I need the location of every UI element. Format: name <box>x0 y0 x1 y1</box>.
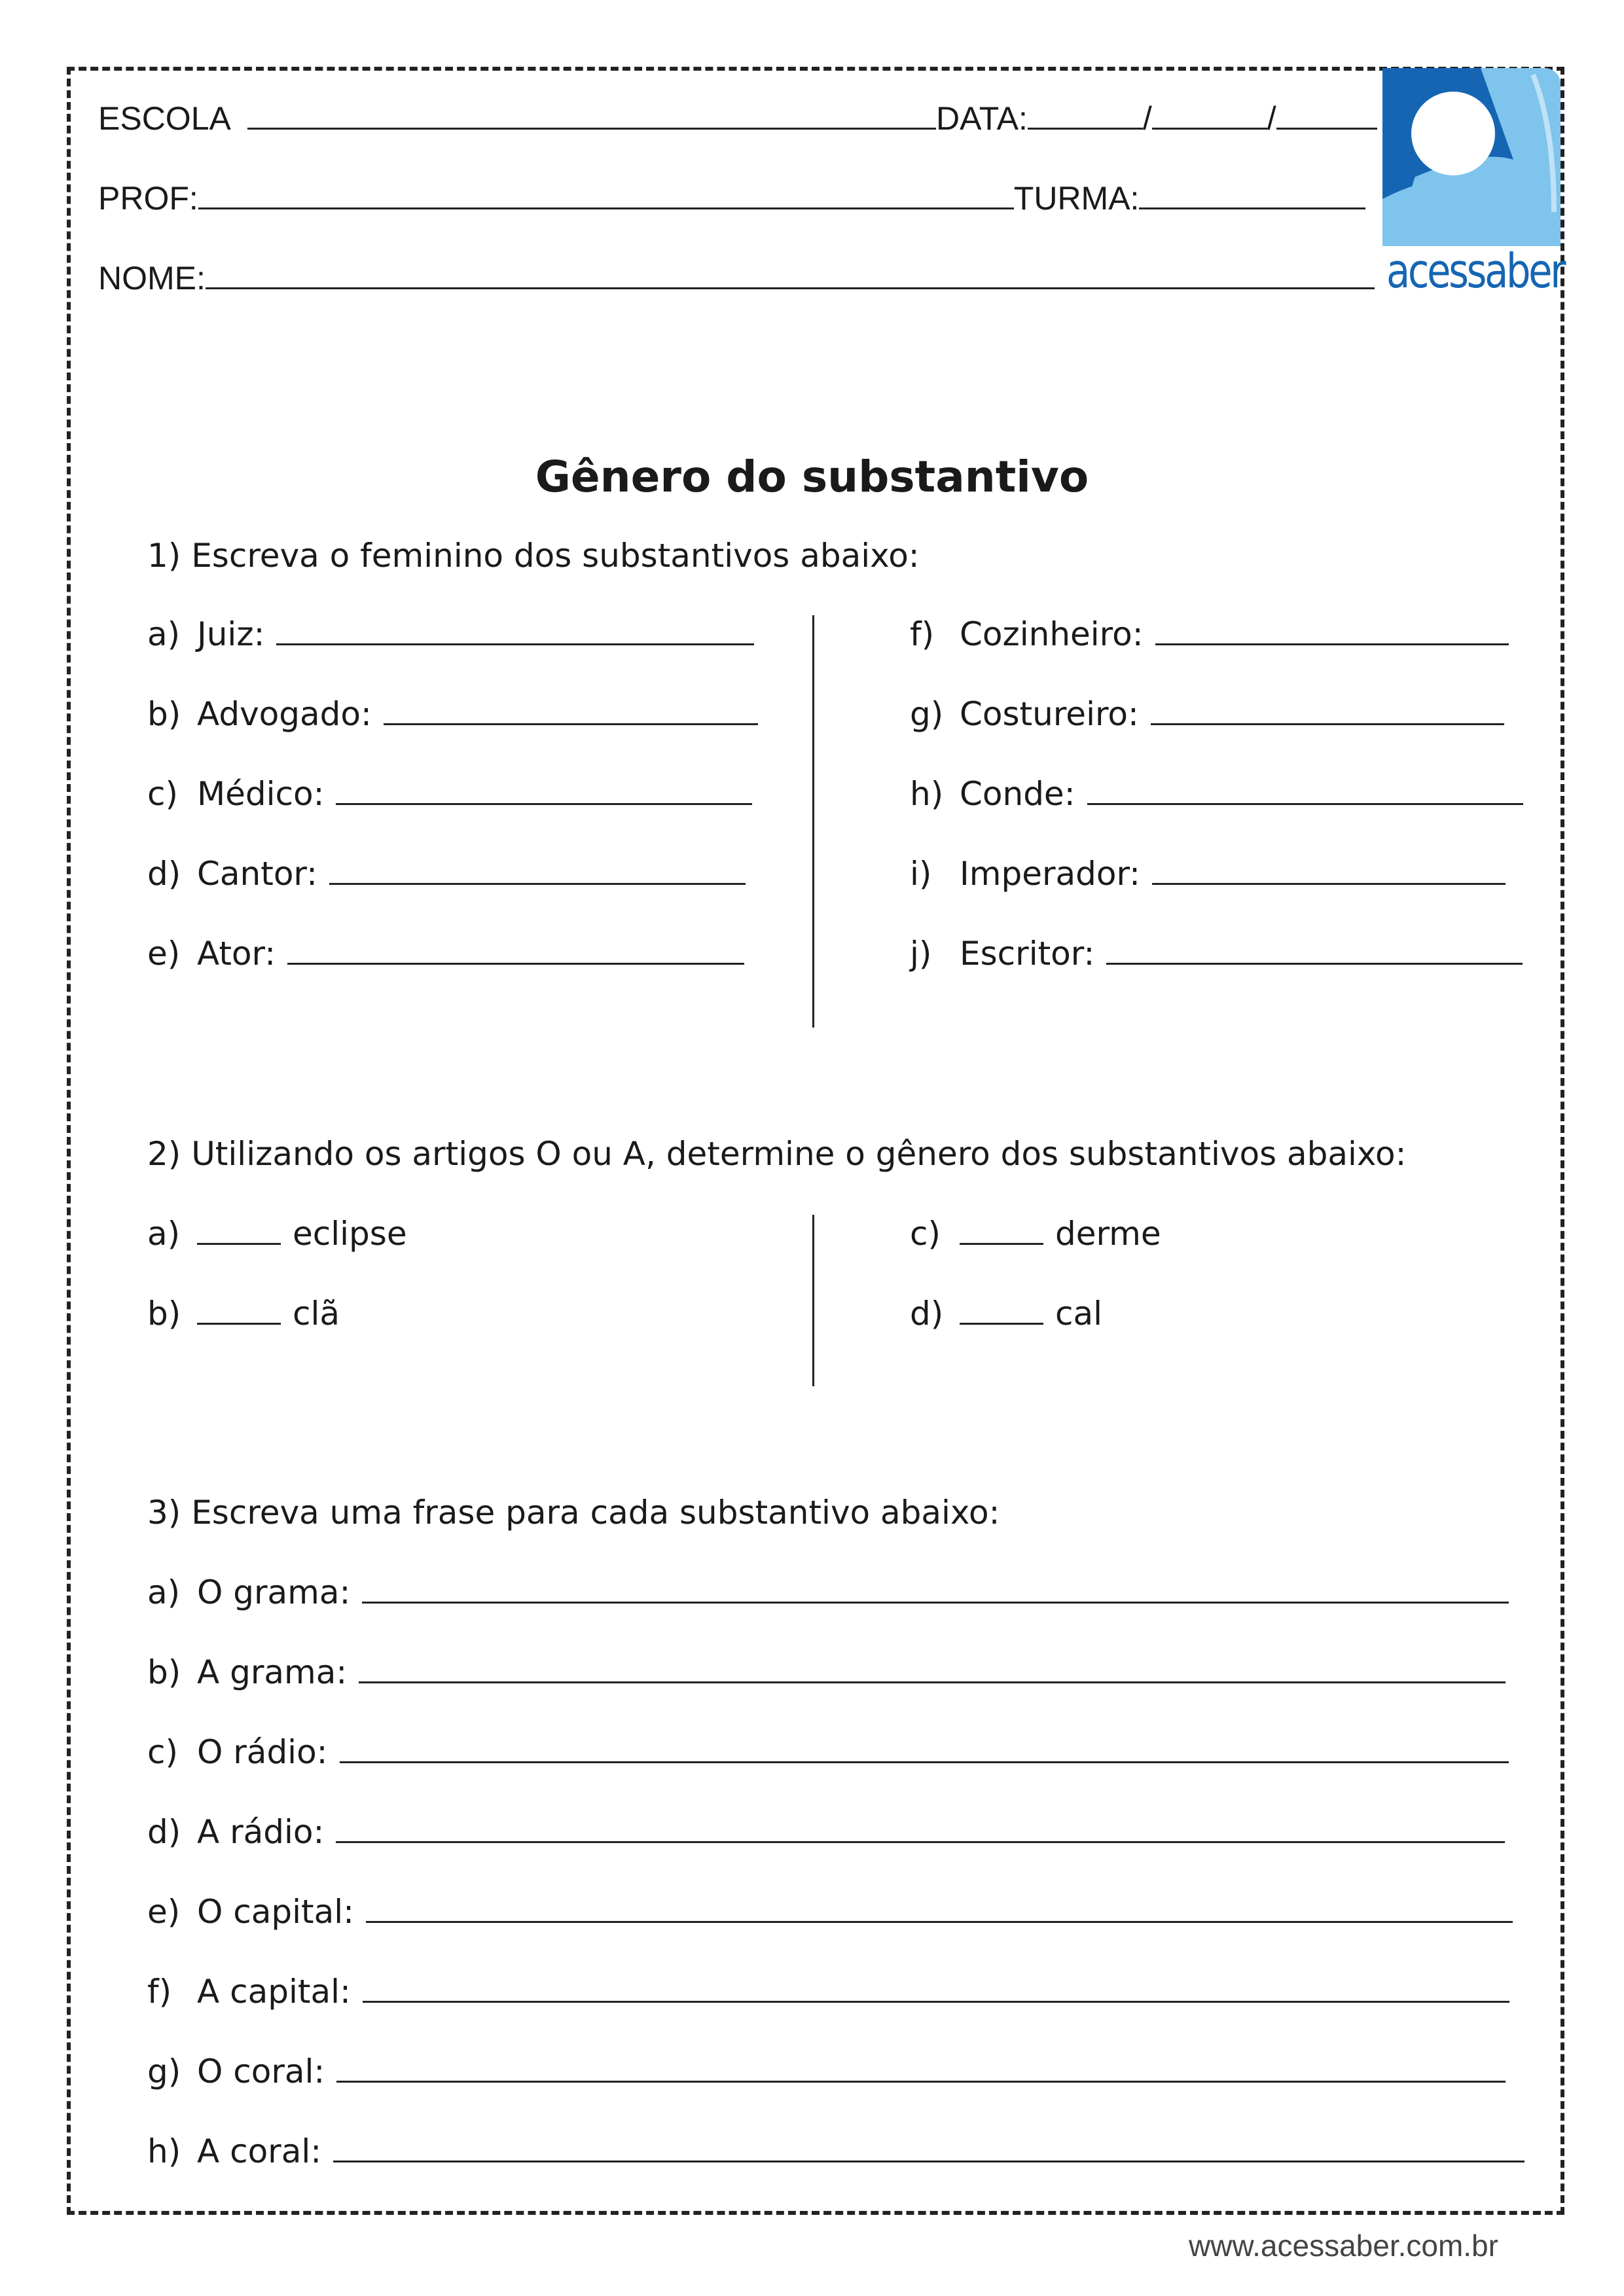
sentence-field[interactable] <box>340 1742 1509 1763</box>
page-title: Gênero do substantivo <box>535 452 1089 502</box>
column-divider <box>812 1215 814 1386</box>
q1-item-c: c) Médico: <box>147 775 752 813</box>
answer-field[interactable] <box>384 704 758 725</box>
q2-item-d: d) cal <box>910 1295 1103 1333</box>
column-divider <box>812 615 814 1028</box>
q3-item-e: e) O capital: <box>147 1893 1513 1931</box>
turma-label: TURMA: <box>1013 180 1140 217</box>
sentence-field[interactable] <box>363 1981 1509 2003</box>
prof-row <box>98 179 1365 217</box>
sentence-field[interactable] <box>336 1821 1505 1843</box>
q1-item-f: f) Cozinheiro: <box>910 615 1509 653</box>
date-month-field[interactable] <box>1152 105 1267 130</box>
sentence-field[interactable] <box>333 2141 1525 2162</box>
sentence-field[interactable] <box>362 1582 1509 1604</box>
answer-field[interactable] <box>1151 704 1504 725</box>
escola-field[interactable] <box>247 105 936 130</box>
date-separator: / <box>1142 100 1152 137</box>
q2-item-b: b) clã <box>147 1295 340 1333</box>
escola-label: ESCOLA <box>98 100 230 137</box>
q1-item-e: e) Ator: <box>147 935 744 973</box>
article-field[interactable] <box>960 1223 1043 1245</box>
q3-item-f: f) A capital: <box>147 1973 1509 2011</box>
answer-field[interactable] <box>336 783 752 805</box>
article-field[interactable] <box>960 1303 1043 1325</box>
nome-field[interactable] <box>206 265 1375 289</box>
school-row <box>98 99 1377 137</box>
nome-row <box>98 259 1375 297</box>
q3-item-d: d) A rádio: <box>147 1813 1505 1851</box>
article-field[interactable] <box>197 1223 281 1245</box>
date-separator: / <box>1267 100 1276 137</box>
q1-item-a: a) Juiz: <box>147 615 754 653</box>
prof-field[interactable] <box>198 185 1014 209</box>
q3-item-a: a) O grama: <box>147 1573 1509 1611</box>
q2-item-a: a) eclipse <box>147 1215 407 1253</box>
q3-item-h: h) A coral: <box>147 2132 1525 2170</box>
q1-item-h: h) Conde: <box>910 775 1523 813</box>
date-year-field[interactable] <box>1276 105 1377 130</box>
sentence-field[interactable] <box>366 1901 1513 1923</box>
prof-label: PROF: <box>98 180 198 217</box>
q3-item-c: c) O rádio: <box>147 1733 1509 1771</box>
q1-item-b: b) Advogado: <box>147 695 758 733</box>
article-field[interactable] <box>197 1303 281 1325</box>
nome-label: NOME: <box>98 260 206 296</box>
answer-field[interactable] <box>1106 943 1523 965</box>
acessaber-logo-text: acessaber <box>1386 243 1564 298</box>
question-3-prompt: 3) Escreva uma frase para cada substantivo abaixo: <box>147 1494 1000 1532</box>
q1-item-d: d) Cantor: <box>147 855 746 893</box>
answer-field[interactable] <box>276 624 754 645</box>
q1-item-g: g) Costureiro: <box>910 695 1504 733</box>
sentence-field[interactable] <box>359 1662 1506 1683</box>
q1-item-j: j) Escritor: <box>910 935 1523 973</box>
q3-item-b: b) A grama: <box>147 1653 1506 1691</box>
answer-field[interactable] <box>329 863 746 885</box>
q3-item-g: g) O coral: <box>147 2053 1506 2090</box>
answer-field[interactable] <box>1152 863 1506 885</box>
q2-item-c: c) derme <box>910 1215 1161 1253</box>
acessaber-logo-icon <box>1382 68 1561 246</box>
footer-url[interactable]: www.acessaber.com.br <box>1189 2229 1498 2263</box>
question-1-prompt: 1) Escreva o feminino dos substantivos abaixo: <box>147 537 920 575</box>
answer-field[interactable] <box>1087 783 1523 805</box>
data-label: DATA: <box>936 100 1028 137</box>
sentence-field[interactable] <box>336 2061 1506 2083</box>
answer-field[interactable] <box>1155 624 1509 645</box>
question-2-prompt: 2) Utilizando os artigos O ou A, determine o gênero dos substantivos abaixo: <box>147 1135 1407 1173</box>
q1-item-i: i) Imperador: <box>910 855 1506 893</box>
turma-field[interactable] <box>1139 185 1365 209</box>
date-day-field[interactable] <box>1028 105 1143 130</box>
answer-field[interactable] <box>287 943 744 965</box>
